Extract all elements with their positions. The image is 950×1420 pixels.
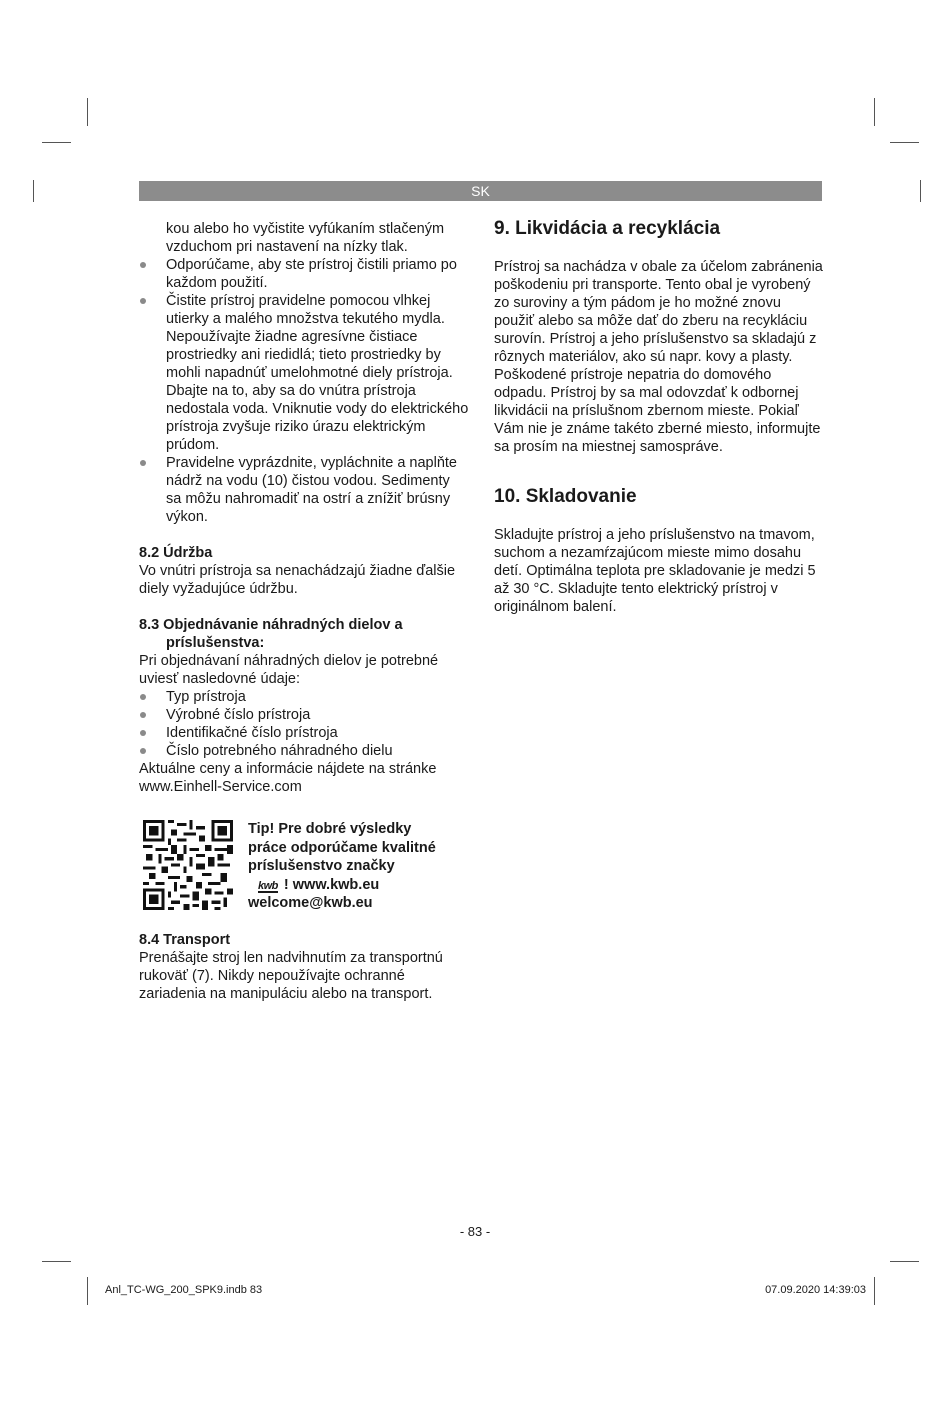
tip-line: príslušenstvo značky (248, 858, 395, 874)
qr-code-icon (143, 820, 233, 910)
language-code: SK (471, 183, 490, 199)
section-9-heading: 9. Likvidácia a recyklácia (494, 218, 721, 239)
section-10-heading: 10. Skladovanie (494, 486, 637, 507)
section-8-3-outro: Aktuálne ceny a informácie nájdete na stránke www.Einhell-Service.com (139, 761, 437, 795)
section-8-2-heading: 8.2 Údržba (139, 545, 213, 561)
crop-mark (87, 1277, 88, 1305)
kwb-website: ! www.kwb.eu (283, 876, 380, 893)
list-item: Odporúčame, aby ste prístroj čistili priamo po každom použití. (139, 256, 469, 292)
crop-mark (890, 1261, 919, 1262)
crop-mark (42, 1261, 71, 1262)
crop-mark (890, 142, 919, 143)
cleaning-bullet-list (139, 256, 469, 526)
tip-text (248, 820, 436, 913)
list-item: Číslo potrebného náhradného dielu (139, 742, 469, 760)
list-item: Výrobné číslo prístroja (139, 706, 469, 724)
kwb-tip-box (139, 820, 469, 913)
list-item: Čistite prístroj pravidelne pomocou vlhkej utierky a malého množstva tekutého mydla. Nepoužívajte žiadne agresívne čistiace prostriedky ani riedidlá; tieto prostriedky by mohli napadnúť umelohmotné diely prístroja. Dbajte na to, aby sa do vnútra prístroja nedostala voda. Vniknutie vody do elektrického prístroja zvyšuje riziko úrazu elektrickým prúdom. (139, 292, 469, 454)
section-8-3-intro: Pri objednávaní náhradných dielov je potrebné uviesť nasledovné údaje: (139, 653, 439, 687)
section-8-4-heading: 8.4 Transport (139, 931, 231, 948)
crop-mark (874, 1277, 875, 1305)
page-number: - 83 - (459, 1224, 491, 1239)
left-column (139, 220, 469, 1003)
tip-line: Tip! Pre dobré výsledky (248, 821, 412, 837)
right-column (494, 216, 824, 616)
crop-mark (874, 98, 875, 126)
crop-mark (42, 142, 71, 143)
kwb-email: welcome@kwb.eu (248, 895, 373, 911)
section-8-3-heading-line2: príslušenstva: (166, 635, 265, 651)
list-item: Typ prístroja (139, 688, 469, 706)
language-header-bar (139, 181, 822, 201)
section-8-3-heading (139, 616, 469, 652)
footer-file-name: Anl_TC-WG_200_SPK9.indb 83 (105, 1284, 263, 1296)
tip-line-with-logo (248, 876, 436, 895)
crop-mark (33, 180, 34, 202)
kwb-logo: kwb (258, 879, 278, 892)
tip-line: práce odporúčame kvalitné (248, 839, 436, 856)
intro-continuation: kou alebo ho vyčistite vyfúkaním stlačeným vzduchom pri nastavení na nízky tlak. (166, 221, 445, 255)
spare-parts-list (139, 688, 469, 760)
list-item: Identifikačné číslo prístroja (139, 724, 469, 742)
footer-timestamp: 07.09.2020 14:39:03 (765, 1284, 866, 1296)
section-8-3-heading-line1: 8.3 Objednávanie náhradných dielov a (139, 617, 403, 633)
section-8-4-text: Prenášajte stroj len nadvihnutím za transportnú rukoväť (7). Nikdy nepoužívajte ochranné zariadenia na manipuláciu alebo na transport. (139, 949, 443, 1002)
section-10-text: Skladujte prístroj a jeho príslušenstvo na tmavom, suchom a nezamŕzajúcom mieste mimo dosahu detí. Optimálna teplota pre skladovanie je medzi 5 až 30 °C. Skladujte tento elektrický prístroj v originálnom balení. (494, 527, 816, 615)
section-8-2-text: Vo vnútri prístroja sa nenachádzajú žiadne ďalšie diely vyžadujúce údržbu. (139, 563, 456, 597)
crop-mark (87, 98, 88, 126)
crop-mark (920, 180, 921, 202)
section-9-text: Prístroj sa nachádza v obale za účelom zabránenia poškodeniu pri transporte. Tento obal je vyrobený zo suroviny a tým pádom je ho možné znovu použiť alebo sa môže dať do zberu na recykláciu surovín. Prístroj a jeho príslušenstvo sa skladajú z rôznych materiálov, ako sú napr. kovy a plasty. Poškodené prístroje nepatria do domového odpadu. Prístroj by sa mal odovzdať k odbornej likvidácii na príslušnom zbernom mieste. Pokiaľ Vám nie je známe takéto zberné miesto, informujte sa prosím na miestnej samospráve. (494, 259, 823, 455)
list-item: Pravidelne vyprázdnite, vypláchnite a naplňte nádrž na vodu (10) čistou vodou. Sedimenty sa môžu nahromadiť na ostrí a znížiť brúsny výkon. (139, 454, 469, 526)
